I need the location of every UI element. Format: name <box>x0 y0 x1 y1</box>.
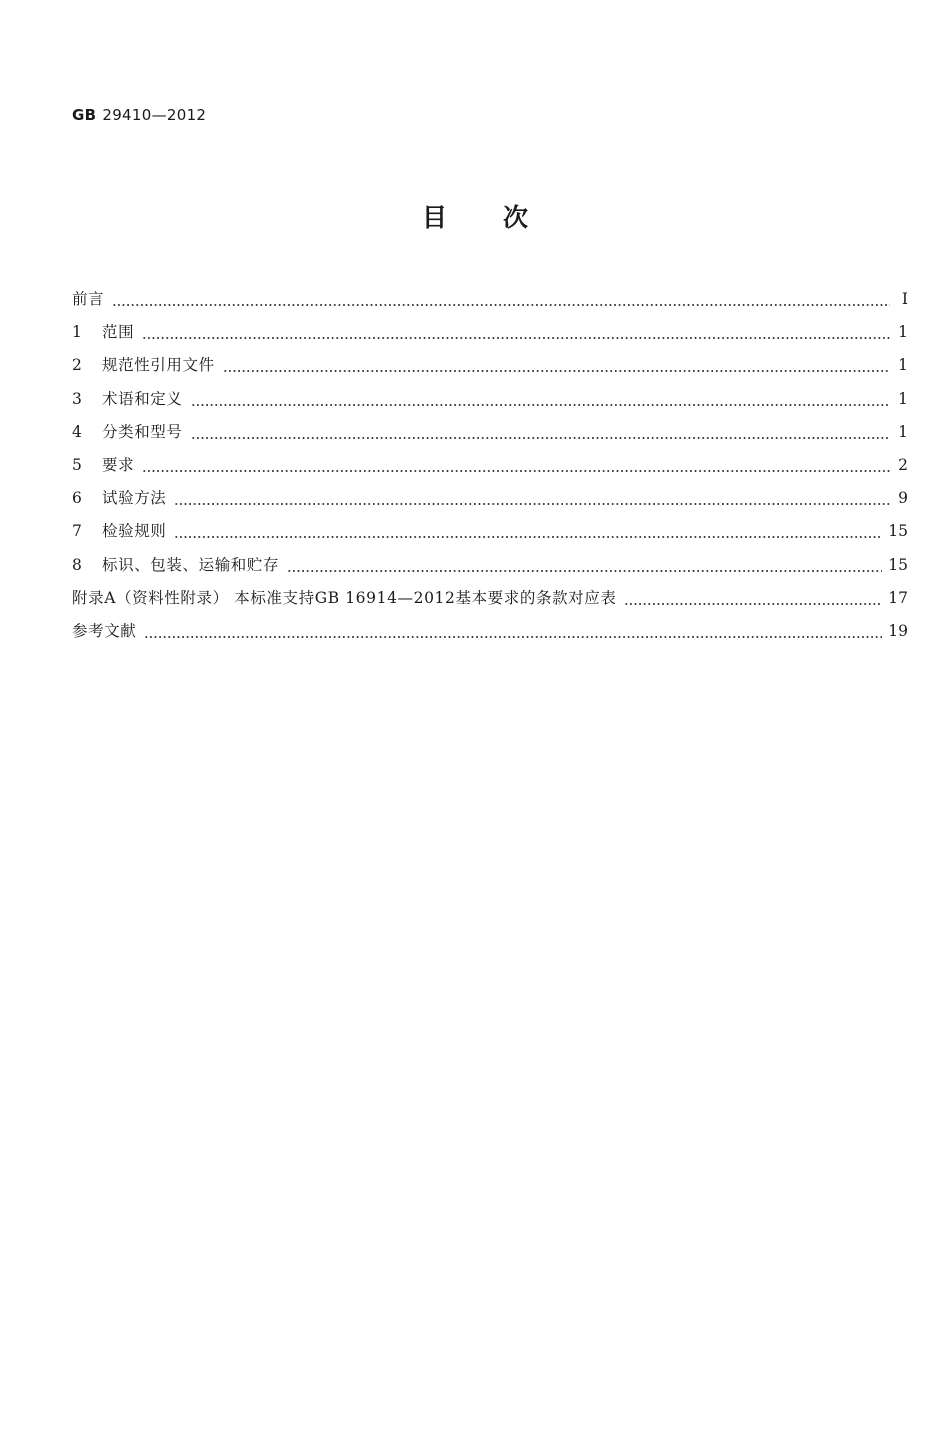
toc-entry-foreword[interactable] <box>72 286 908 319</box>
toc-entry-number: 4 <box>72 422 82 441</box>
table-of-contents <box>72 286 908 651</box>
dot-leader <box>174 523 882 539</box>
toc-entry-bibliography[interactable] <box>72 618 908 651</box>
toc-entry-normative-references[interactable] <box>72 352 908 385</box>
dot-leader <box>142 324 890 340</box>
toc-entry-label: 前言 <box>72 290 105 308</box>
dot-leader <box>112 291 890 307</box>
toc-entry-number: 1 <box>72 323 82 342</box>
toc-entry-scope[interactable] <box>72 319 908 352</box>
dot-leader <box>174 490 890 506</box>
toc-entry-page: 1 <box>898 323 908 342</box>
toc-entry-page: 19 <box>888 621 908 640</box>
toc-entry-number: 7 <box>72 522 82 541</box>
toc-entry-page: 15 <box>888 522 908 541</box>
toc-entry-label: 分类和型号 <box>102 422 183 441</box>
toc-entry-inspection-rules[interactable] <box>72 518 908 551</box>
toc-entry-test-methods[interactable] <box>72 485 908 518</box>
toc-entry-label: 标识、包装、运输和贮存 <box>102 555 280 574</box>
toc-entry-label: 术语和定义 <box>102 389 183 408</box>
toc-entry-marking-packaging[interactable] <box>72 552 908 585</box>
toc-entry-number: 3 <box>72 389 82 408</box>
toc-entry-page: 9 <box>898 489 908 508</box>
standard-prefix: GB <box>72 106 97 124</box>
toc-entry-label: 试验方法 <box>102 489 167 508</box>
toc-entry-page: 1 <box>898 356 908 375</box>
toc-entry-page: Ⅰ <box>901 290 908 308</box>
standard-code <box>72 106 206 124</box>
toc-entry-terms-definitions[interactable] <box>72 386 908 419</box>
toc-entry-label: 参考文献 <box>72 621 137 640</box>
dot-leader <box>223 357 890 373</box>
toc-entry-number: 8 <box>72 555 82 574</box>
dot-leader <box>144 623 882 639</box>
toc-entry-page: 2 <box>898 455 908 474</box>
toc-entry-annex-a[interactable] <box>72 585 908 618</box>
toc-title: 目次 <box>421 203 584 232</box>
toc-entry-number: 6 <box>72 489 82 508</box>
dot-leader <box>287 557 882 573</box>
toc-entry-label: 要求 <box>102 455 135 474</box>
toc-entry-page: 17 <box>888 588 908 607</box>
toc-entry-requirements[interactable] <box>72 452 908 485</box>
dot-leader <box>624 590 882 606</box>
dot-leader <box>191 424 890 440</box>
toc-entry-label: 规范性引用文件 <box>102 356 215 375</box>
toc-entry-page: 1 <box>898 389 908 408</box>
toc-entry-classification[interactable] <box>72 419 908 452</box>
toc-entry-number: 5 <box>72 455 82 474</box>
toc-entry-label: 检验规则 <box>102 522 167 541</box>
toc-entry-label: 范围 <box>102 323 135 342</box>
toc-entry-page: 15 <box>888 555 908 574</box>
dot-leader <box>191 391 890 407</box>
toc-entry-number: 2 <box>72 356 82 375</box>
standard-number: 29410—2012 <box>102 106 207 124</box>
toc-entry-label: 附录A（资料性附录） 本标准支持GB 16914—2012基本要求的条款对应表 <box>72 588 617 607</box>
toc-entry-page: 1 <box>898 422 908 441</box>
dot-leader <box>142 457 890 473</box>
